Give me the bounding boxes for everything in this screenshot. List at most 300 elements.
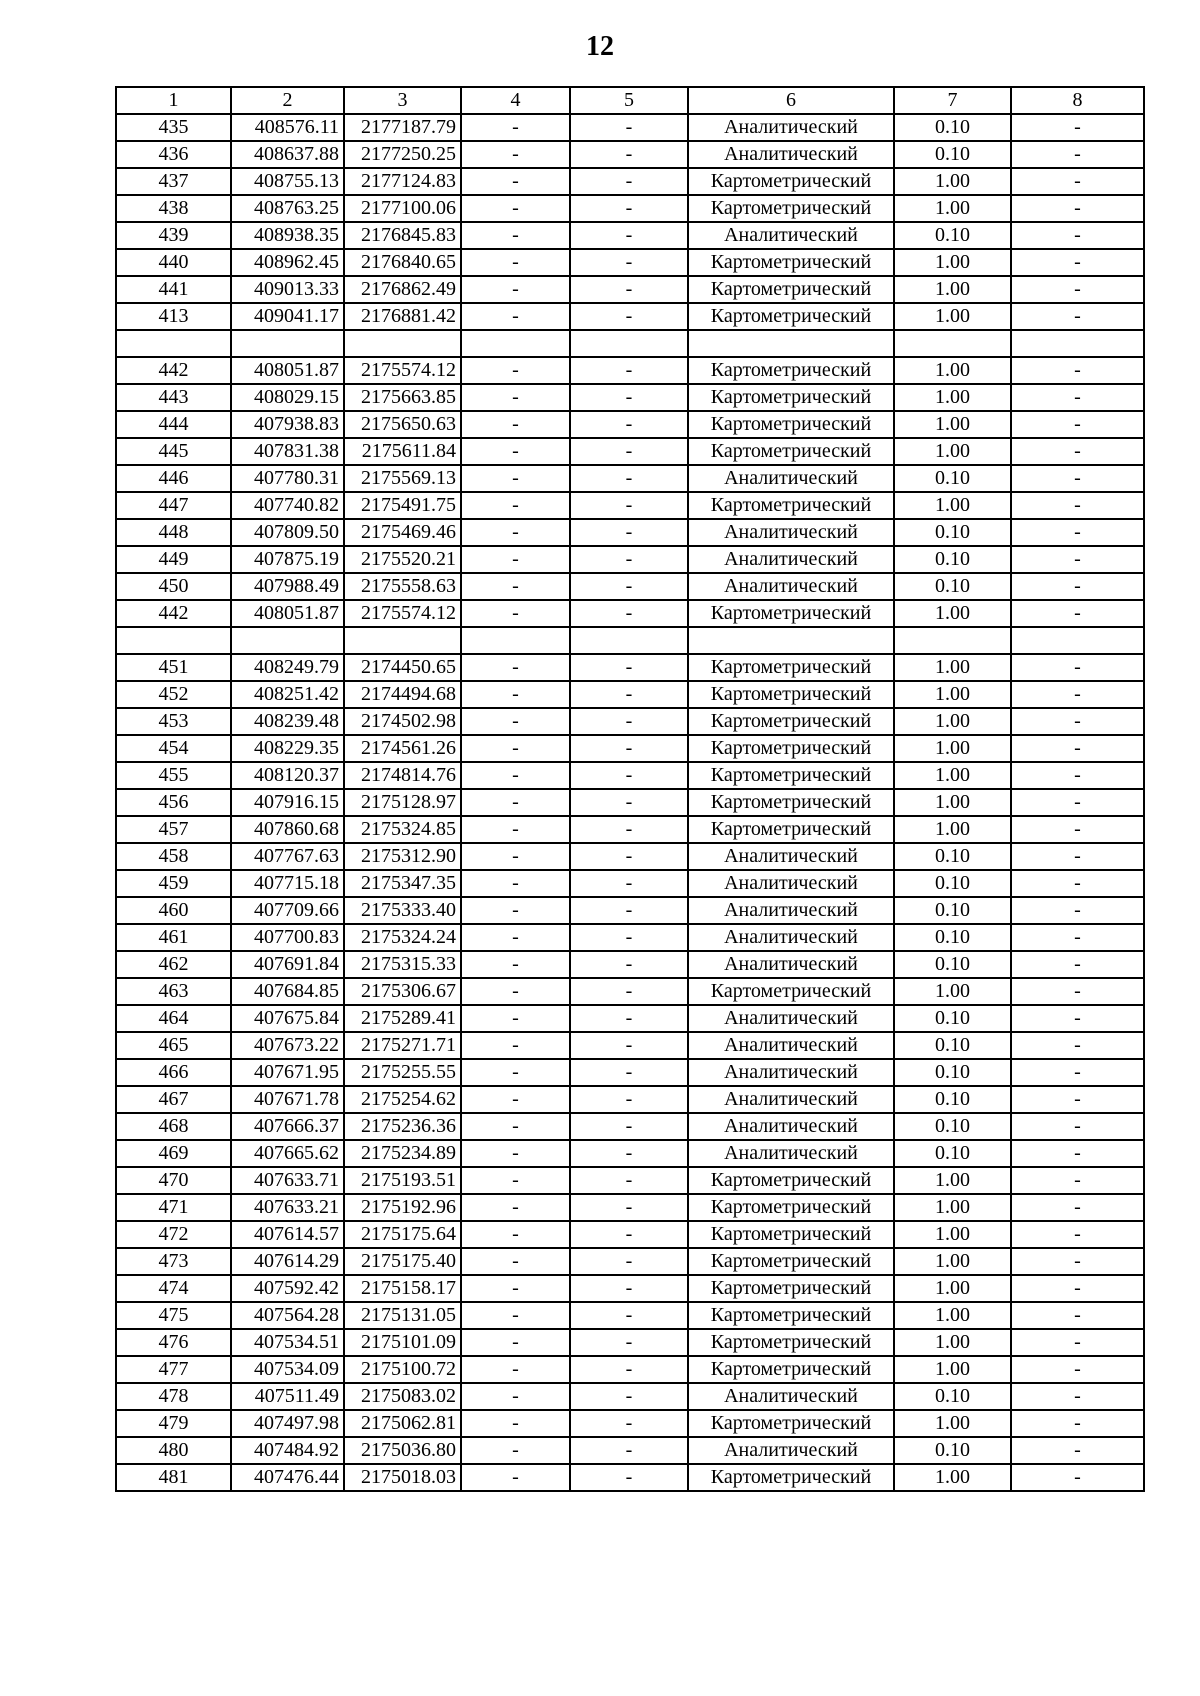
table-row (116, 816, 1144, 843)
y-coordinate-cell: 2175569.13 (344, 465, 461, 492)
table-row (116, 249, 1144, 276)
x-coordinate-cell: 407700.83 (231, 924, 344, 951)
x-coordinate-cell: 407831.38 (231, 438, 344, 465)
column-8-cell: - (1011, 1275, 1144, 1302)
column-8-cell: - (1011, 573, 1144, 600)
method-cell: Картометрический (688, 816, 894, 843)
y-coordinate-cell: 2177250.25 (344, 141, 461, 168)
x-coordinate-cell: 408239.48 (231, 708, 344, 735)
column-5-cell: - (570, 1356, 688, 1383)
method-cell: Аналитический (688, 1032, 894, 1059)
y-coordinate-cell: 2174561.26 (344, 735, 461, 762)
y-coordinate-cell: 2175520.21 (344, 546, 461, 573)
table-row (116, 1356, 1144, 1383)
column-8-cell: - (1011, 789, 1144, 816)
x-coordinate-cell: 408120.37 (231, 762, 344, 789)
column-5-cell: - (570, 1086, 688, 1113)
accuracy-cell: 0.10 (894, 1140, 1011, 1167)
method-cell: Аналитический (688, 1140, 894, 1167)
column-8-cell: - (1011, 492, 1144, 519)
column-8-cell: - (1011, 1464, 1144, 1491)
point-number-cell: 467 (116, 1086, 231, 1113)
y-coordinate-cell: 2176881.42 (344, 303, 461, 330)
column-4-cell: - (461, 789, 570, 816)
accuracy-cell: 0.10 (894, 924, 1011, 951)
column-4-cell: - (461, 816, 570, 843)
table-row (116, 573, 1144, 600)
method-cell: Картометрический (688, 1275, 894, 1302)
y-coordinate-cell: 2175100.72 (344, 1356, 461, 1383)
column-8-cell: - (1011, 168, 1144, 195)
y-coordinate-cell: 2174494.68 (344, 681, 461, 708)
column-8-cell: - (1011, 195, 1144, 222)
column-4-cell: - (461, 1383, 570, 1410)
column-8-cell: - (1011, 141, 1144, 168)
column-8-cell: - (1011, 762, 1144, 789)
column-5-cell (570, 627, 688, 654)
point-number-cell: 455 (116, 762, 231, 789)
method-cell: Картометрический (688, 195, 894, 222)
table-row (116, 492, 1144, 519)
column-8-cell: - (1011, 816, 1144, 843)
column-4-cell: - (461, 1194, 570, 1221)
column-8-cell: - (1011, 951, 1144, 978)
x-coordinate-cell: 408763.25 (231, 195, 344, 222)
x-coordinate-cell: 408249.79 (231, 654, 344, 681)
coordinates-table (115, 86, 1145, 1492)
column-8-cell: - (1011, 870, 1144, 897)
column-8-cell: - (1011, 897, 1144, 924)
accuracy-cell: 0.10 (894, 519, 1011, 546)
table-row (116, 897, 1144, 924)
x-coordinate-cell: 407916.15 (231, 789, 344, 816)
column-5-cell: - (570, 546, 688, 573)
x-coordinate-cell: 408051.87 (231, 600, 344, 627)
table-row (116, 1221, 1144, 1248)
column-header: 8 (1011, 87, 1144, 114)
column-5-cell: - (570, 870, 688, 897)
column-5-cell: - (570, 195, 688, 222)
column-4-cell: - (461, 1275, 570, 1302)
point-number-cell: 478 (116, 1383, 231, 1410)
column-8-cell: - (1011, 276, 1144, 303)
x-coordinate-cell: 409013.33 (231, 276, 344, 303)
point-number-cell: 479 (116, 1410, 231, 1437)
method-cell: Аналитический (688, 1437, 894, 1464)
accuracy-cell: 0.10 (894, 465, 1011, 492)
column-4-cell: - (461, 735, 570, 762)
point-number-cell: 480 (116, 1437, 231, 1464)
method-cell: Аналитический (688, 951, 894, 978)
method-cell: Аналитический (688, 546, 894, 573)
point-number-cell: 441 (116, 276, 231, 303)
method-cell: Картометрический (688, 1167, 894, 1194)
column-4-cell: - (461, 897, 570, 924)
column-8-cell: - (1011, 1356, 1144, 1383)
y-coordinate-cell: 2175236.36 (344, 1113, 461, 1140)
table-row (116, 384, 1144, 411)
method-cell: Аналитический (688, 573, 894, 600)
method-cell: Картометрический (688, 1221, 894, 1248)
table-row (116, 1275, 1144, 1302)
column-4-cell: - (461, 1356, 570, 1383)
point-number-cell: 459 (116, 870, 231, 897)
column-4-cell: - (461, 951, 570, 978)
column-8-cell: - (1011, 114, 1144, 141)
method-cell: Картометрический (688, 735, 894, 762)
column-4-cell: - (461, 1032, 570, 1059)
point-number-cell: 443 (116, 384, 231, 411)
accuracy-cell: 1.00 (894, 708, 1011, 735)
accuracy-cell: 1.00 (894, 654, 1011, 681)
column-8-cell: - (1011, 654, 1144, 681)
point-number-cell: 470 (116, 1167, 231, 1194)
x-coordinate-cell (231, 330, 344, 357)
point-number-cell: 439 (116, 222, 231, 249)
method-cell: Картометрический (688, 249, 894, 276)
column-8-cell: - (1011, 600, 1144, 627)
column-5-cell: - (570, 384, 688, 411)
x-coordinate-cell: 407497.98 (231, 1410, 344, 1437)
column-header: 3 (344, 87, 461, 114)
accuracy-cell: 1.00 (894, 1356, 1011, 1383)
accuracy-cell: 0.10 (894, 1086, 1011, 1113)
column-5-cell: - (570, 573, 688, 600)
x-coordinate-cell: 407860.68 (231, 816, 344, 843)
y-coordinate-cell: 2175663.85 (344, 384, 461, 411)
column-5-cell: - (570, 465, 688, 492)
method-cell: Картометрический (688, 681, 894, 708)
method-cell: Картометрический (688, 168, 894, 195)
method-cell: Аналитический (688, 924, 894, 951)
column-4-cell: - (461, 924, 570, 951)
column-5-cell: - (570, 843, 688, 870)
column-4-cell: - (461, 384, 570, 411)
y-coordinate-cell: 2175192.96 (344, 1194, 461, 1221)
column-8-cell: - (1011, 438, 1144, 465)
point-number-cell: 438 (116, 195, 231, 222)
table-row (116, 1140, 1144, 1167)
accuracy-cell: 1.00 (894, 735, 1011, 762)
column-4-cell: - (461, 1140, 570, 1167)
table-row (116, 465, 1144, 492)
point-number-cell: 458 (116, 843, 231, 870)
method-cell: Картометрический (688, 276, 894, 303)
y-coordinate-cell: 2175083.02 (344, 1383, 461, 1410)
accuracy-cell: 0.10 (894, 1032, 1011, 1059)
column-4-cell: - (461, 1167, 570, 1194)
accuracy-cell: 1.00 (894, 1275, 1011, 1302)
column-8-cell: - (1011, 411, 1144, 438)
y-coordinate-cell: 2177100.06 (344, 195, 461, 222)
accuracy-cell: 1.00 (894, 1221, 1011, 1248)
column-5-cell: - (570, 1275, 688, 1302)
column-5-cell: - (570, 1464, 688, 1491)
method-cell: Картометрический (688, 1329, 894, 1356)
method-cell: Картометрический (688, 1194, 894, 1221)
column-8-cell: - (1011, 546, 1144, 573)
column-5-cell: - (570, 951, 688, 978)
table-row (116, 330, 1144, 357)
table-row (116, 762, 1144, 789)
y-coordinate-cell: 2176840.65 (344, 249, 461, 276)
column-5-cell: - (570, 1194, 688, 1221)
method-cell: Аналитический (688, 870, 894, 897)
accuracy-cell: 1.00 (894, 600, 1011, 627)
column-header: 5 (570, 87, 688, 114)
column-4-cell: - (461, 681, 570, 708)
point-number-cell: 457 (116, 816, 231, 843)
column-5-cell: - (570, 438, 688, 465)
y-coordinate-cell: 2175158.17 (344, 1275, 461, 1302)
column-5-cell: - (570, 1329, 688, 1356)
column-5-cell: - (570, 1059, 688, 1086)
table-row (116, 546, 1144, 573)
x-coordinate-cell: 407633.71 (231, 1167, 344, 1194)
column-header: 4 (461, 87, 570, 114)
x-coordinate-cell (231, 627, 344, 654)
method-cell: Аналитический (688, 465, 894, 492)
column-8-cell: - (1011, 519, 1144, 546)
method-cell: Аналитический (688, 897, 894, 924)
table-row (116, 654, 1144, 681)
table-row (116, 735, 1144, 762)
method-cell: Картометрический (688, 1464, 894, 1491)
y-coordinate-cell: 2175574.12 (344, 600, 461, 627)
column-8-cell: - (1011, 1437, 1144, 1464)
method-cell: Аналитический (688, 1059, 894, 1086)
table-row (116, 681, 1144, 708)
x-coordinate-cell: 407633.21 (231, 1194, 344, 1221)
method-cell: Аналитический (688, 114, 894, 141)
table-row (116, 789, 1144, 816)
accuracy-cell: 1.00 (894, 411, 1011, 438)
y-coordinate-cell: 2175650.63 (344, 411, 461, 438)
accuracy-cell: 0.10 (894, 951, 1011, 978)
method-cell: Аналитический (688, 843, 894, 870)
table-row (116, 1410, 1144, 1437)
table-row (116, 951, 1144, 978)
y-coordinate-cell: 2174814.76 (344, 762, 461, 789)
y-coordinate-cell: 2176862.49 (344, 276, 461, 303)
point-number-cell: 435 (116, 114, 231, 141)
column-4-cell: - (461, 1005, 570, 1032)
x-coordinate-cell: 407671.78 (231, 1086, 344, 1113)
x-coordinate-cell: 407780.31 (231, 465, 344, 492)
column-5-cell: - (570, 114, 688, 141)
y-coordinate-cell: 2175128.97 (344, 789, 461, 816)
column-5-cell: - (570, 1383, 688, 1410)
column-4-cell: - (461, 438, 570, 465)
y-coordinate-cell: 2175611.84 (344, 438, 461, 465)
point-number-cell: 473 (116, 1248, 231, 1275)
accuracy-cell: 0.10 (894, 573, 1011, 600)
y-coordinate-cell (344, 330, 461, 357)
y-coordinate-cell: 2175315.33 (344, 951, 461, 978)
x-coordinate-cell: 408755.13 (231, 168, 344, 195)
accuracy-cell: 1.00 (894, 1410, 1011, 1437)
column-8-cell: - (1011, 1140, 1144, 1167)
column-5-cell: - (570, 789, 688, 816)
table-row (116, 1086, 1144, 1113)
point-number-cell: 456 (116, 789, 231, 816)
x-coordinate-cell: 407484.92 (231, 1437, 344, 1464)
x-coordinate-cell: 407709.66 (231, 897, 344, 924)
column-5-cell: - (570, 519, 688, 546)
column-8-cell: - (1011, 1383, 1144, 1410)
column-4-cell: - (461, 303, 570, 330)
y-coordinate-cell: 2175491.75 (344, 492, 461, 519)
method-cell: Картометрический (688, 654, 894, 681)
y-coordinate-cell: 2177124.83 (344, 168, 461, 195)
column-4-cell: - (461, 1059, 570, 1086)
column-header: 2 (231, 87, 344, 114)
column-5-cell: - (570, 1437, 688, 1464)
column-4-cell: - (461, 1410, 570, 1437)
column-5-cell: - (570, 1248, 688, 1275)
column-4-cell: - (461, 762, 570, 789)
method-cell: Картометрический (688, 789, 894, 816)
column-5-cell: - (570, 357, 688, 384)
table-row (116, 1383, 1144, 1410)
column-8-cell: - (1011, 978, 1144, 1005)
accuracy-cell: 0.10 (894, 1005, 1011, 1032)
accuracy-cell: 0.10 (894, 1113, 1011, 1140)
x-coordinate-cell: 407740.82 (231, 492, 344, 519)
x-coordinate-cell: 407675.84 (231, 1005, 344, 1032)
x-coordinate-cell: 408251.42 (231, 681, 344, 708)
column-4-cell: - (461, 573, 570, 600)
x-coordinate-cell: 407767.63 (231, 843, 344, 870)
column-5-cell: - (570, 654, 688, 681)
y-coordinate-cell: 2175254.62 (344, 1086, 461, 1113)
column-8-cell: - (1011, 1329, 1144, 1356)
column-8-cell: - (1011, 1302, 1144, 1329)
column-4-cell: - (461, 249, 570, 276)
column-5-cell: - (570, 276, 688, 303)
column-4-cell: - (461, 654, 570, 681)
method-cell (688, 627, 894, 654)
accuracy-cell: 1.00 (894, 1302, 1011, 1329)
x-coordinate-cell: 407476.44 (231, 1464, 344, 1491)
column-8-cell: - (1011, 1113, 1144, 1140)
point-number-cell: 474 (116, 1275, 231, 1302)
y-coordinate-cell: 2175324.24 (344, 924, 461, 951)
point-number-cell: 464 (116, 1005, 231, 1032)
method-cell (688, 330, 894, 357)
column-8-cell: - (1011, 1248, 1144, 1275)
column-8-cell: - (1011, 1410, 1144, 1437)
x-coordinate-cell: 407671.95 (231, 1059, 344, 1086)
table-row (116, 978, 1144, 1005)
column-5-cell: - (570, 1410, 688, 1437)
column-4-cell: - (461, 141, 570, 168)
x-coordinate-cell: 407875.19 (231, 546, 344, 573)
column-4-cell: - (461, 978, 570, 1005)
method-cell: Картометрический (688, 492, 894, 519)
x-coordinate-cell: 407938.83 (231, 411, 344, 438)
x-coordinate-cell: 408051.87 (231, 357, 344, 384)
method-cell: Картометрический (688, 708, 894, 735)
column-8-cell: - (1011, 222, 1144, 249)
table-row (116, 1032, 1144, 1059)
column-5-cell: - (570, 978, 688, 1005)
accuracy-cell: 1.00 (894, 276, 1011, 303)
x-coordinate-cell: 408229.35 (231, 735, 344, 762)
column-4-cell: - (461, 168, 570, 195)
accuracy-cell: 1.00 (894, 1464, 1011, 1491)
column-5-cell: - (570, 735, 688, 762)
column-5-cell (570, 330, 688, 357)
column-header: 6 (688, 87, 894, 114)
accuracy-cell: 0.10 (894, 1059, 1011, 1086)
point-number-cell: 449 (116, 546, 231, 573)
x-coordinate-cell: 407592.42 (231, 1275, 344, 1302)
point-number-cell: 468 (116, 1113, 231, 1140)
point-number-cell: 475 (116, 1302, 231, 1329)
point-number-cell: 450 (116, 573, 231, 600)
column-4-cell: - (461, 1221, 570, 1248)
point-number-cell: 413 (116, 303, 231, 330)
accuracy-cell: 0.10 (894, 870, 1011, 897)
y-coordinate-cell: 2177187.79 (344, 114, 461, 141)
table-row (116, 1464, 1144, 1491)
method-cell: Картометрический (688, 1248, 894, 1275)
column-5-cell: - (570, 1167, 688, 1194)
accuracy-cell: 0.10 (894, 114, 1011, 141)
y-coordinate-cell: 2175018.03 (344, 1464, 461, 1491)
method-cell: Аналитический (688, 519, 894, 546)
table-row (116, 924, 1144, 951)
x-coordinate-cell: 408576.11 (231, 114, 344, 141)
column-5-cell: - (570, 1005, 688, 1032)
column-8-cell: - (1011, 1221, 1144, 1248)
table-row (116, 1005, 1144, 1032)
point-number-cell: 469 (116, 1140, 231, 1167)
accuracy-cell: 1.00 (894, 1248, 1011, 1275)
x-coordinate-cell: 407715.18 (231, 870, 344, 897)
table-row (116, 303, 1144, 330)
accuracy-cell: 1.00 (894, 195, 1011, 222)
accuracy-cell: 1.00 (894, 1194, 1011, 1221)
table-row (116, 141, 1144, 168)
column-4-cell: - (461, 357, 570, 384)
table-row (116, 411, 1144, 438)
accuracy-cell: 1.00 (894, 384, 1011, 411)
column-header: 7 (894, 87, 1011, 114)
column-4-cell: - (461, 1437, 570, 1464)
column-4-cell: - (461, 465, 570, 492)
point-number-cell: 453 (116, 708, 231, 735)
column-8-cell (1011, 627, 1144, 654)
table-row (116, 222, 1144, 249)
column-4-cell: - (461, 843, 570, 870)
y-coordinate-cell: 2174450.65 (344, 654, 461, 681)
point-number-cell: 451 (116, 654, 231, 681)
method-cell: Картометрический (688, 357, 894, 384)
x-coordinate-cell: 407564.28 (231, 1302, 344, 1329)
column-5-cell: - (570, 249, 688, 276)
table-row (116, 519, 1144, 546)
column-5-cell: - (570, 708, 688, 735)
method-cell: Картометрический (688, 303, 894, 330)
point-number-cell: 440 (116, 249, 231, 276)
x-coordinate-cell: 407988.49 (231, 573, 344, 600)
column-5-cell: - (570, 600, 688, 627)
column-4-cell: - (461, 1464, 570, 1491)
table-row (116, 1059, 1144, 1086)
table-row (116, 600, 1144, 627)
